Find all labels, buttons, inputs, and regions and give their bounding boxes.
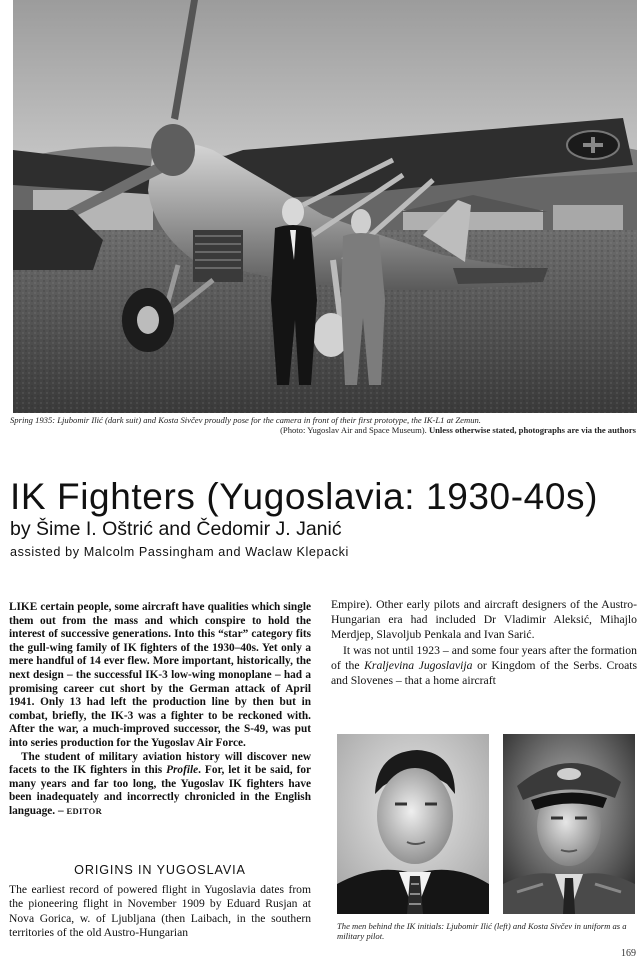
photo-credit — [280, 425, 636, 435]
portrait-ilic — [337, 734, 489, 914]
article-assisted-by: assisted by Malcolm Passingham and Waclaw Klepacki — [10, 545, 349, 559]
portraits-caption: The men behind the IK initials: Ljubomir Ilić (left) and Kosta Sivčev in uniform as a military pilot. — [337, 921, 627, 941]
photo-caption: Spring 1935: Ljubomir Ilić (dark suit) and Kosta Sivčev proudly pose for the camera in front of their first prototype, the IK-L1 at Zemun. — [10, 415, 481, 425]
origins-paragraph: The earliest record of powered flight in Yugoslavia dates from the pioneering flight in November 1909 by Eduard Rusjan at Nova Gorica, w. of Ljubljana (then Laibach, in the southern territories of the old Austro-Hungarian — [9, 883, 311, 939]
right-p2-italic: Kraljevina Jugoslavija — [364, 658, 473, 672]
article-title: IK Fighters (Yugoslavia: 1930-40s) — [10, 476, 599, 517]
article-byline: by Šime I. Oštrić and Čedomir J. Janić — [10, 518, 342, 540]
photo-credit-source: (Photo: Yugoslav Air and Space Museum). — [280, 425, 427, 435]
right-paragraph-1: Empire). Other early pilots and aircraft designers of the Austro-Hungarian era had included Dr Vladimir Aleksić, Mihajlo Merdjep, Slavoljub Penkala and Ivan Sarić. — [331, 598, 637, 642]
intro-p2-end: . For, let it be said, for many years and far too long, the Yugoslav IK fighters have been inadequately and incorrectly chronicled in the English language. – — [9, 764, 311, 817]
portrait-sivcev — [503, 734, 635, 914]
right-p2-end: or Kingdom of the Serbs. Croats and Slovenes – that a home aircraft — [331, 658, 638, 688]
right-p2-start: It was not until 1923 – and some four years after the formation of the — [331, 643, 637, 672]
page-number: 169 — [621, 948, 636, 959]
section-heading-origins: ORIGINS IN YUGOSLAVIA — [74, 863, 246, 877]
intro-p2-profile: Profile — [166, 764, 199, 777]
intro-paragraph-2 — [9, 751, 311, 819]
right-paragraph-2 — [331, 643, 637, 689]
right-column-text — [331, 597, 637, 688]
intro-text — [9, 601, 311, 819]
hero-photo — [13, 0, 637, 413]
intro-editor: EDITOR — [66, 805, 103, 816]
intro-paragraph-1: LIKE certain people, some aircraft have qualities which single them out from the mass and which conspire to hold the interest of successive generations. Into this “star” category fits the gull-wing family of IK fighters of the 1930–40s. Yet only a mere handful of 14 ever flew. More important, historically, the next design – the successful IK-3 low-wing monoplane – had a promising career cut short by the German attack of April 1941. Only 13 had left the production line by then but in combat, briefly, the IK-3 was a fighter to be reckoned with. After the war, a much-improved successor, the S-49, was put into series production for the Yugoslav Air Force. — [9, 601, 311, 749]
photo-credit-note: Unless otherwise stated, photographs are via the authors — [428, 425, 636, 435]
origins-text — [9, 883, 311, 940]
intro-p2-start: The student of military aviation history will discover new facets to the IK fighters in this — [9, 750, 311, 777]
